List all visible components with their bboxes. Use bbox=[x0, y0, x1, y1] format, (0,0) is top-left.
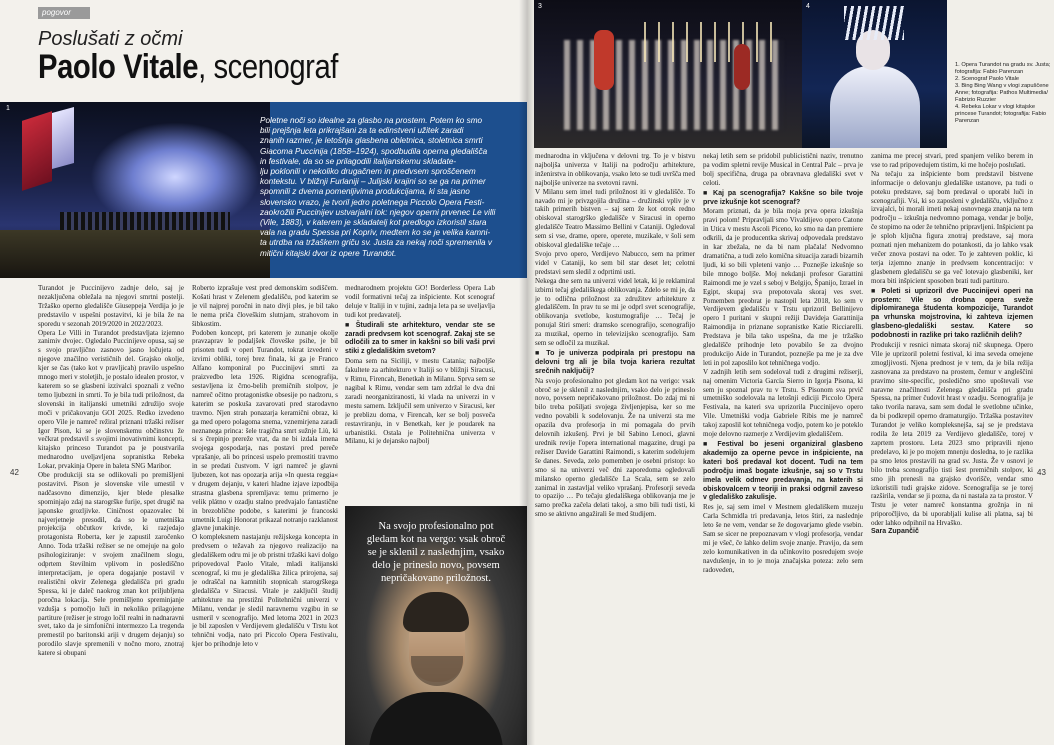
intro-line: ta utrdba na tržaškem griču sv. Justa za nekaj noči spremenila v bbox=[260, 238, 492, 248]
left-column-3 bbox=[345, 284, 495, 504]
pull-quote-line: Na svojo profesionalno pot bbox=[378, 521, 494, 532]
stage-banner-red bbox=[22, 111, 52, 191]
left-column-1 bbox=[38, 284, 184, 742]
paragraph: Roberto izprašuje vest pred demonskim sodiščem. Košati hrast v Zelenem gledališču, pod katerim se je vil najprej poročni in nato divji ples, je bil tako le nema priča človeškim slutnjam, strahovom in šibkostim. bbox=[192, 284, 338, 328]
pull-quote-line: se je sklenil z naslednjim, vsako bbox=[367, 547, 505, 558]
intro-line: zaokrožili Puccinijev ustvarjalni lok: njegov operni prvenec Le villi bbox=[260, 207, 496, 217]
intro-line: Giacoma Puccinija (1858–1924), spodbudila operna gledališča bbox=[260, 146, 488, 156]
paragraph: V zadnjih letih sem sodeloval tudi z drugimi režiserji, naj omenim Victoria García Sierro in Igorja Pisona, ki sem ju spoznal prav tu v Trstu. S Pisonom sva prvič umetniško sodelovala na letošnji ediciji Piccolo Opera Festivala, na kateri sva uprizorila Puccinijevo opero Vile. Umetniški vodja Gabriele Ribis me je namreč takoj zaposlil kot tehničnega vodjo, potem ko je poteklo moje delovno razmerje z Verdijevim gledališčem. bbox=[703, 367, 863, 439]
paragraph: Produkciji v resnici nimata skoraj nič skupnega. Opero Vile je uprizoril poletni festival, ki ima seveda omejene zmogljivosti. Njena prednost je v tem, da je bila režija zasnovana za predstavo na prostem, čemur v angleščini pravimo site-specific, posledično smo upoštevali vse naravne značilnosti Zelenega gledališča pri gradu Spessa, na primer čudovit hrast v ozadju. Scenografija je tako tvorila narava, sam sem dodal le svetlobne učinke, da bi podkrepil operno dramaturgijo. Tržaška postavitev Turandot je veliko kompleksnejša, saj se je predstava rodila že leta 2019 za Verdijevo gledališče, torej v zaprtem prostoru. Leta 2023 smo pripravili njeno predelavo, ki je po mojem mnenju dosledna, to je razlika pa smo letos prestavili na grad sv. Justa. Že v osnovi je bilo treba scenografijo tisti šest premičnih stolpov, ki smo jih prenesli na grajsko dvorišče, vendar smo izkoristili tudi grajske zidove. Scenografija se je torej razširila, vendar se ji pozna, da ni nastala za ta prostor. V Trstu je veter namreč konstantna grožnja in ni priporočljivo, da bi uporabljali kulise ali platna, saj bi oder lahko odpihnil na Hrvaško. bbox=[871, 341, 1033, 528]
photo-number-3: 3 bbox=[538, 3, 542, 10]
paragraph: Na tečaju za inšpiciente bom predstavil bistvene informacije o delovanju gledališke ustanove, pa tudi o poteku predstave, saj bom predaval o uporabi luči in scenografiji. Vsi, ki so zaposleni v gledališču, vključno z izvajalci, bi morali imeti nekaj osnovnega znanja na tem področju – izkušnja nedvomno pomaga, vendar je bolje, če stopimo na oder že tehnično pripravljeni. Inšpicient pa je sploh ključna figura znotraj predstave, saj mora poznati njen mehanizem do potankosti, da jo lahko vsak večer znova postavi na oder. To je zahteven poklic, ki terja izjemno znanje in predvsem koncentracijo: v glasbenem gledališču se ga več lotevajo glasbeniki, ker mora biti inšpicient sposoben brati tudi partituro. bbox=[871, 169, 1033, 285]
pull-quote-line: delo je prineslo novo, povsem bbox=[372, 560, 500, 571]
portrait-beard bbox=[411, 656, 463, 686]
section-tag: pogovor bbox=[38, 7, 90, 19]
figure-red bbox=[734, 44, 750, 90]
paragraph: mednarodna in vključena v delovni trg. To je v bistvu najboljša univerza v Italiji na področju arhitekture, inženirstva in oblikovanja, vsako leto se tudi uvršča med najboljše univerze na svetovni ravni. bbox=[535, 152, 695, 187]
left-column-2 bbox=[192, 284, 338, 742]
headline-tail: , scenograf bbox=[198, 48, 339, 86]
caption: 3. Bing Bing Wang v vlogi zapuščene Anne; fotografija: Pathos Multimedia/ Fabrizio Ruzzier bbox=[955, 83, 1049, 103]
photo-number-1: 1 bbox=[6, 105, 10, 112]
paragraph: Nekega dne sem na univerzi videl letak, ki je reklamiral izbirni tečaj gledališkega oblikovanja. Zdelo se mi je, da je to odlična priložnost za združitev arhitekture z gledališčem. In prav tu se mi je odprl svet scenografije, oblikovanja svetlobe, kostumografije … Tečaj je ponujal štiri smeri: dramsko scenografijo, scenografijo za muzikal, operno in televizijsko scenografijo. Sam sem se odločil za muzikal. bbox=[535, 276, 695, 348]
photo-number-4: 4 bbox=[806, 3, 810, 10]
stage-floor bbox=[0, 230, 270, 278]
paragraph: O kompleksnem nastajanju režijskega koncepta in predvsem o težavah za njegovo realizacijo na gledališkem odru mi je ob pristni tržaški kavi dolgo pripovedoval Paolo Vitale, mladi italijanski scenograf, ki mu je gledališka žilica prirojena, saj je odraščal na kamnitih stopnicah starogrškega gledališča v Siracusi. Vitale je zaključil študij arhitekture na prestižni Politehnični univerzi v Milanu, vendar je sledil naravnemu vzgibu in se usmeril v scenografijo. Med letoma 2021 in 2023 je bil zaposlen v Verdijevem gledališču v Trstu kot tehnični vodja, nato pri Piccolo Opera Festivalu, kjer bo prihodnje leto v bbox=[192, 533, 338, 649]
intro-line: bili prejšnja leta prikrajšani za ta edinstveni užitek zaradi bbox=[260, 126, 464, 136]
princess-crown bbox=[844, 6, 904, 40]
pull-quote bbox=[352, 520, 520, 585]
author-signature: Sara Zupančič bbox=[871, 528, 919, 536]
paragraph: nekaj letih sem se pridobil publicistični naziv, trenutno pa vodim spletni revije Musical in Central Palc – prva je bolj specifična, druga pa obravnava gledališki svet v celoti. bbox=[703, 152, 863, 187]
intro-line: kontekstu. V bližnji Furlaniji – Julijski krajini so se ga na primer bbox=[260, 177, 486, 187]
portrait-shirt bbox=[369, 692, 503, 745]
intro-text bbox=[260, 116, 526, 259]
paragraph: Turandot je Puccinijevo zadnje delo, saj je nezaključena obležala na njegovi smrtni postelji. Tržaško operno gledališče Giuseppeja Verdija jo je predstavilo v uspešni postavitvi, ki je bila že na sporedu v sezonah 2019/2020 in 2022/2023. bbox=[38, 284, 184, 328]
paragraph: zanima me precej stvari, pred spanjem veliko berem in vse to rad pripovedujem tistim, ki me hočejo poslušati. bbox=[871, 152, 1033, 169]
caption: 1. Opera Turandot na gradu sv. Justa; fotografija: Fabio Parenzan bbox=[955, 62, 1051, 75]
intro-line: slovensko vrazo, je tvoril jedro poletnega Piccolo Opera Festi- bbox=[260, 197, 485, 207]
paragraph: Podoben koncept, pri katerem je zunanje okolje pravzaprav le podaljšek človeške psihe, je bil prisoten tudi v operi Turandot, tokrat izvedeni v izvirni obliki, torej brez finala, ki ga je Franco Alfano komponiral po Puccinijevi smrti za praizvedbo leta 1926. Rigidna scenografija, sestavljena iz črno-belih premičnih stolpov, je namreč očitno protagonistke obsesije po nadzoru, s katerim se poskuša zavarovati pred starodavno travmo. Njen strah ponazarja keramični obraz, ki ga med opero polagoma snema, vznemirjena zaradi neznanega princa: šele tragična smrt sužnje Liù, ki si s črepinjo prereže vrat, da ne bi izdala imena svojega gospodarja, nas postavi pred pereče vprašanje, ali bo princesi uspelo premostiti travmo in se predati čustvom. V igri namreč je glavni ljubezen, kot nas opozarja arija »In questa reggia« v drugem dejanju, v kateri hladne izjave izpodbija strastna glasbena spremljava: temu primerno je velik plátno v ozadju stalno predvajalo fantastične in brezoblične podobe, s katerimi je francoski umetnik Luigi Honorat prikazal notranjo razklanost glavne junakinje. bbox=[192, 328, 338, 533]
headline-name: Paolo Vitale bbox=[38, 48, 199, 86]
intro-line: (Vile, 1883), v katerem je skladatelj kot predlogo izkoristil stara bbox=[260, 218, 487, 228]
interview-question: ■ Poleti si uprizoril dve Puccinijevi operi na prostem: Vile so drobna opera sveže diplomiranega študenta kompozicije, Turandot pa vrhunska mojstrovina, ki zahteva izjemen glasbeno-gledališki sestav. Katere so podobnosti in razlike pri tako različnih delih? bbox=[871, 287, 1033, 340]
photo-turandot-princess bbox=[802, 0, 947, 148]
article-subtitle: Poslušati z očmi bbox=[38, 28, 183, 50]
photo-captions bbox=[955, 62, 1051, 125]
stage-banner-white bbox=[52, 107, 74, 169]
intro-line: vala na gradu Spessa pri Kopriv, medtem ko se je velika kamni- bbox=[260, 228, 491, 238]
caption: 2. Scenograf Paolo Vitale bbox=[955, 76, 1020, 82]
right-column-1 bbox=[535, 152, 695, 742]
intro-line: mitični kitajski dvor iz opere Turandot. bbox=[260, 248, 397, 258]
photo-le-villi-stage bbox=[534, 0, 802, 148]
article-headline bbox=[38, 48, 338, 87]
stage-candles bbox=[644, 22, 774, 62]
paragraph: Moram priznati, da je bila moja prva opera izkušnja pravi polom! Pripravljali smo Vivaldijevo opero Catone in Utica v mestu Ascoli Piceno, ko smo na dan premiere odkrili, da je producentka skrivaj odpovedala predstavo in kar zbežala, ne da bi nam plačala! Nedvomno dramatična, a tudi zelo komična situacija zaradi bizarnih ljudi, ki so bili vpleteni vanjo … Poznejše izkušnje so bile mnogo boljše. Moj nekdanji profesor Garattini Raimondi me je vzel s seboj v Belgijo, Španijo, Izrael in Egipt, skupaj sva prepotovala skoraj ves svet. Pomemben preobrat je nastopil leta 2018, ko sem v Verdijevem gledališču v Trstu uprizoril Bellinijevo opero I puritani v skupni režiji Davideja Garattinija Raimondija in priznane sopranistke Katie Ricciarelli. Predstava je bila tako uspešna, da me je tržaško gledališče prihodnje leto povabilo še za dvojno produkcijo Aide in Turandot, poznejše pa me je za dve leti in pol zaposlilo kot tehničnega vodjo. bbox=[703, 207, 863, 367]
interview-question: ■ Festival bo jeseni organiziral glasbeno akademijo za operne pevce in inšpiciente, na kateri boš predaval kot docent. Tudi na tem področju imaš bogate izkušnje, saj so v Trstu imela velik odmev predavanja, na katerih si obiskovalcem v teoriji in praksi odgrnil zaveso v gledališko zakulisje. bbox=[703, 441, 863, 502]
intro-line: Poletne noči so idealne za glasbo na prostem. Potem ko smo bbox=[260, 116, 483, 125]
caption: 4. Rebeka Lokar v vlogi kitajske princese Turandot; fotografija: Fabio Parenzan bbox=[955, 104, 1047, 124]
paragraph: mednarodnem projektu GO! Borderless Opera Lab vodil formativni tečaj za inšpiciente. Kot scenograf deluje v Italiji in v tujini, zadnja leta pa se uveljavlja tudi kot predavatelj. bbox=[345, 284, 495, 319]
paragraph: Na svojo profesionalno pot gledam kot na verigo: vsak obroč se je sklenil z naslednjim, vsako delo je prineslo novo, povsem nepričakovano priložnost. Do zdaj mi ni bilo treba pošiljati svojega življenjepisa, ker so me vedno povabili k sodelovanju. Že na univerzi sta me opazila dva profesorja in mi pomagala do prvih delovnih izkušenj. Prvi je bil Sabino Lenoci, glavni urednik revije l'opera international magazine, drugi pa režiser Davide Garattini Raimondi, s katerim sodelujem še danes. Seveda, zelo pomemben je osebni pristop: ko smo si na univerzi več dni zaporedoma ogledovali milansko operno gledališče La Scala, sem se zelo zanimal in zastavljal veliko vprašanj. Profesorji seveda to opazijo … Po tečaju gledališkega oblikovanja me je samo prečka začela delati takoj, a smo bili tudi tisti, ki smo se aktivno angažirali še med študijem. bbox=[535, 376, 695, 519]
paragraph: Opera Le Villi in Turandot predstavljata izjemno zanimiv dvojec. Ogledalo Puccinijeve opusa, saj se s svojo pravljično zasnovo jasno ločujeta od njegove značilno verističnih del. Grajsko okolje, kjer se čas (tako kot v pravljicah) pravilo uspešno mnogo meri v stoletjih, je postalo idealen prostor, v katerem so se glasbeni izzivalci spoznali z večno temo ljubezni in smrti. To je bila tudi priložnost, da slovenski in italijanski umetniki združijo svoje moči v pričakovanju GOI 2025. Redko izvedeno opero Vile je namreč režiral priznani tržaški režiser Igor Pison, ki se je slovenskemu občinstvu že večkrat predstavil s svojimi inovativnimi koncepti, kitajsko princeso Turandot pa je poustvarila mednarodno uveljavljena sopranistka Rebeka Lokar, prvakinja Opere in baleta SNG Maribor. bbox=[38, 328, 184, 471]
princess-gown bbox=[830, 66, 920, 148]
paragraph: Res je, saj sem imel v Mestnem gledališkem muzeju Carla Schmidla tri predavanja, letos štiri, za naslednje leto še ne vem, vendar se že dogovarjamo glede vsebin. Sam se sicer ne prepoznavam v vlogi profesorja, vendar mi je všeč, če lahko delim svoje znanje. Pravijo, da sem zelo komunikativen in da učinkovito posredujem svoje navdušenje, in to je moja značajska poteza: zelo sem radoveden, bbox=[703, 503, 863, 574]
page-number-right: 43 bbox=[1037, 468, 1046, 477]
photo-turandot-stage bbox=[0, 102, 270, 278]
interview-question: ■ Kaj pa scenografija? Kakšne so bile tvoje prve izkušnje kot scenograf? bbox=[703, 189, 863, 206]
portrait-hair bbox=[403, 592, 469, 632]
pull-quote-line: nepričakovano priložnost. bbox=[380, 573, 492, 584]
intro-line: lju poklonili v nekoliko drugačnem in predvsem sproščenem bbox=[260, 167, 476, 177]
pull-quote-line: gledam kot na vergo: vsak obroč bbox=[366, 534, 506, 545]
interview-question: ■ Študirali ste arhitekturo, vendar ste se zaradi predvsem kot scenograf. Zakaj ste se odločili za to smer in kakšni so bili vaši prvi stiki z gledališkim svetom? bbox=[345, 321, 495, 356]
paragraph: Doma sem na Siciliji, v mestu Catania; najboljše fakultete za arhitekturo v Italiji so v bližnji Siracusi, v Rimu, Firencah, Benetkah in Milanu. Sprva sem se nagibal k Rimu, vendar sem tam zdržal le dva dni zaradi neorganiziranosti, ki vlada na univerzi in v mestu samem. Izključil sem univerzo v Siracusi, ker je preblizu doma, v Firencah, ker se bolj posveča restavriranju, in v Benetkah, ker je poudarek na urbanistiki. Ostala je Politehnična univerza v Milanu, ki je dejansko najbolj bbox=[345, 357, 495, 446]
right-page bbox=[527, 0, 1054, 745]
page-number-left: 42 bbox=[10, 468, 19, 477]
singer-red-dress bbox=[594, 30, 614, 90]
spine-shadow bbox=[519, 0, 535, 745]
intro-line: spomnili z dvema pomenljivima produkcijama, ki sta jasno bbox=[260, 187, 470, 197]
paragraph: V Milanu sem imel tudi priložnost iti v gledališče. To navado mi je privzgojila družina – družinski vpliv je v takih primerih bistven – saj sem že kot otrok redno obiskoval starogrško gledališče v Siracusi in operno gledališče Teatro Massimo Bellini v Cataniji. Ogledoval sem si vse, drame, opere, operete, muzikale, v šoli sem obiskoval gledališke tečaje … bbox=[535, 187, 695, 250]
paragraph: Svojo prvo opero, Verdijevo Nabucco, sem na primer videl v Cataniji, ko sem bil star deset let; celotni predstavi sem sledil z odprtimi usti. bbox=[535, 249, 695, 276]
intro-line: in festivale, da so se prilagodili italijanskemu skladate- bbox=[260, 156, 457, 166]
right-column-3 bbox=[871, 152, 1033, 742]
intro-line: znanih razmer, je letošnja glasbena obletnica, stoletnica smrti bbox=[260, 136, 483, 146]
paragraph: Obe produkciji sta se odlikovali po premišljeni postavitvi. Pison je slovenske vile umestil v nadčasovno dimenzijo, kjer blede plesalke spominjajo zdaj na starogrške furije, spet drugič na japonske grozljivke. Ciničnost opazovalec bi najverjetneje presodil, da so le umetniška projekcija občutkov krivde, ki razjedajo protagonista Roberta, ker je zapustil zaročenko Anno. Toda tržaški režiser se ne omejuje na golo psihologiziranje: v svojem značilnem slogu, odprtem številnim vplivom in poslediščno interpretacijam, je opera dogajanje postavil v realistični okvir Zelenega gledališča pri gradu Spessa, ki je daleč naokrog znan kot priljubljena poročna lokacija. Sele premišljeno spreminjanje vzdušja s pomočjo luči in nekoliko prilagojene partiture (režiser je strogo ločil realni in nadnaravni svet, tako da je simfonični intermezzo La tregenda premestil po baritonski ariji v drugem dejanju) so porodilo slavje spremenili v nočno moro, znotraj katere si obupani bbox=[38, 471, 184, 658]
right-column-2 bbox=[703, 152, 863, 742]
interview-question: ■ To je univerza podpirala pri prestopu na delovni trg ali je bila tvoja kariera rezultat srečnih naključij? bbox=[535, 349, 695, 375]
